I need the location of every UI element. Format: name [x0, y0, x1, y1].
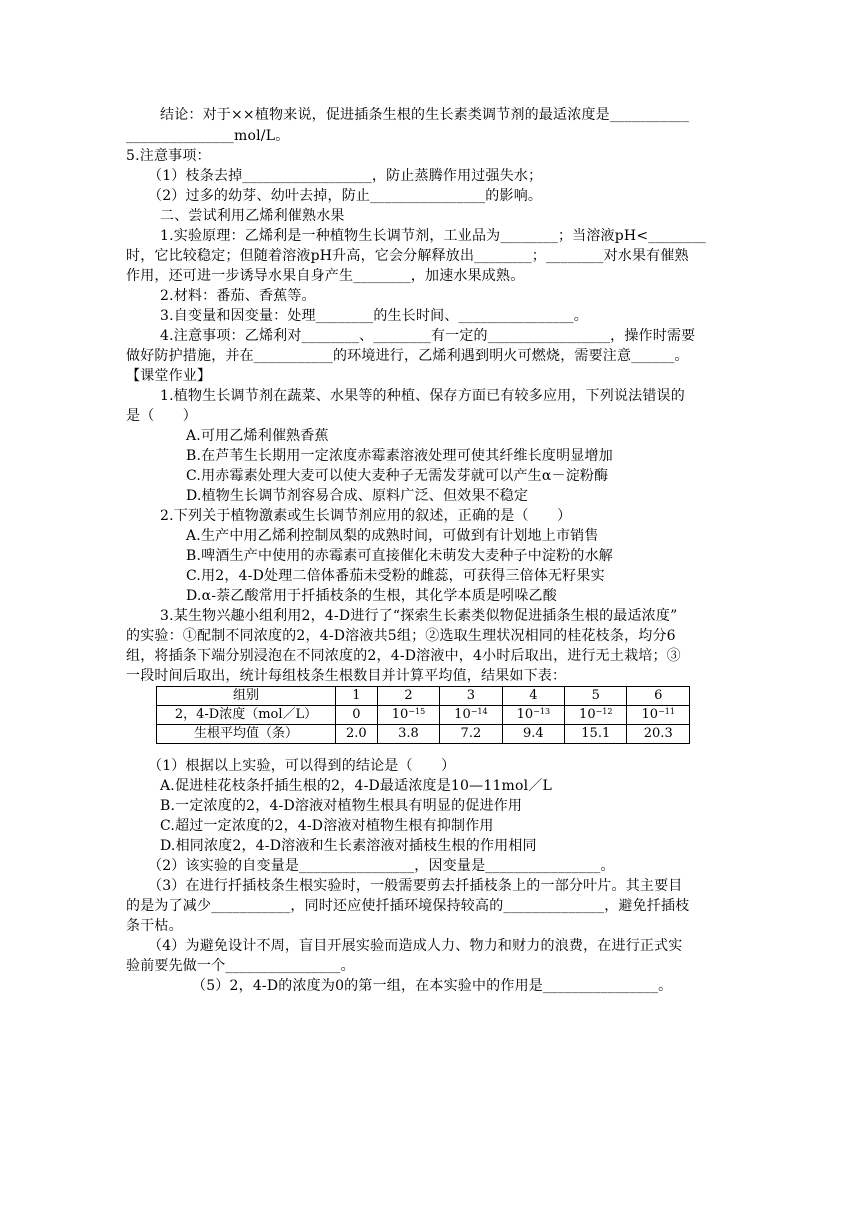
- paragraph-line: 作用，还可进一步诱导水果自身产生________，加速水果成熟。: [126, 268, 525, 284]
- option: A.生产中用乙烯利控制凤梨的成熟时间，可做到有计划地上市销售: [186, 528, 599, 544]
- table-header-cell: 1: [336, 687, 378, 706]
- conc-exponent: −12: [595, 707, 613, 716]
- conc-base: 10: [454, 707, 471, 722]
- sub-question: 条干枯。: [126, 918, 183, 934]
- section-heading: 5.注意事项：: [126, 148, 211, 164]
- table-cell: 15.1: [565, 725, 627, 744]
- table-cell: [627, 706, 690, 725]
- table-cell: 2.0: [336, 725, 378, 744]
- sub-question: （1）根据以上实验，可以得到的结论是（ ）: [148, 758, 456, 774]
- option: C.用2，4-D处理二倍体番茄未受粉的雌蕊，可获得三倍体无籽果实: [186, 568, 605, 584]
- table-cell: 0: [336, 706, 378, 725]
- table-cell: 20.3: [627, 725, 690, 744]
- table-cell: [440, 706, 502, 725]
- table-row: [157, 706, 690, 725]
- conc-base: 10: [516, 707, 534, 722]
- option: B.在芦苇生长期用一定浓度赤霉素溶液处理可使其纤维长度明显增加: [186, 448, 613, 464]
- note-item: （2）过多的幼芽、幼叶去掉，防止________________的影响。: [148, 188, 543, 204]
- table-row: [157, 687, 690, 706]
- option: A.促进桂花枝条扦插生根的2，4-D最适浓度是10—11mol／L: [160, 778, 553, 794]
- paragraph-line: 1.实验原理：乙烯利是一种植物生长调节剂，工业品为________；当溶液pH<________: [160, 228, 706, 244]
- option: D.α-萘乙酸常用于扦插枝条的生根，其化学本质是吲哚乙酸: [186, 588, 557, 604]
- sub-question: （5）2，4-D的浓度为0的第一组，在本实验中的作用是________________。: [192, 978, 673, 994]
- question-stem: 1.植物生长调节剂在蔬菜、水果等的种植、保存方面已有较多应用，下列说法错误的: [160, 388, 685, 404]
- table-cell: [565, 706, 627, 725]
- table-cell: 3.8: [377, 725, 439, 744]
- conc-exponent: −11: [658, 707, 675, 716]
- paragraph-line: 做好防护措施，并在___________的环境进行，乙烯利遇到明火可燃烧，需要注意______。: [126, 348, 689, 364]
- results-table: [156, 686, 690, 744]
- question-stem: 是（ ）: [126, 408, 197, 424]
- question-stem: 组，将插条下端分别浸泡在不同浓度的2，4-D溶液中，4小时后取出，进行无土栽培；③: [126, 648, 681, 664]
- section-heading: 二、尝试利用乙烯利催熟水果: [160, 208, 345, 224]
- conc-base: 10: [641, 707, 659, 722]
- option: D.植物生长调节剂容易合成、原料广泛、但效果不稳定: [186, 488, 529, 504]
- sub-question: （2）该实验的自变量是________________，因变量是________________。: [148, 858, 615, 874]
- option: C.超过一定浓度的2，4-D溶液对植物生根有抑制作用: [160, 818, 494, 834]
- conclusion-line-cont: _______________mol/L。: [126, 128, 290, 144]
- table-header-cell: 3: [440, 687, 502, 706]
- paragraph-line: 3.自变量和因变量：处理________的生长时间、________________。: [160, 308, 588, 324]
- note-item: （1）枝条去掉__________________，防止蒸腾作用过强失水；: [148, 168, 543, 184]
- question-stem: 一段时间后取出，统计每组枝条生根数目并计算平均值，结果如下表：: [126, 668, 567, 684]
- sub-question: 的是为了减少___________，同时还应使扦插环境保持较高的______________，避免扦插枝: [126, 898, 690, 914]
- option: B.一定浓度的2，4-D溶液对植物生根具有明显的促进作用: [160, 798, 523, 814]
- conc-exponent: −15: [408, 707, 426, 716]
- table-header-cell: 组别: [157, 687, 336, 706]
- question-stem: 的实验：①配制不同浓度的2，4-D溶液共5组；②选取生理状况相同的桂花枝条，均分6: [126, 628, 676, 644]
- paragraph-line: 时，它比较稳定；但随着溶液pH升高，它会分解释放出________；________对水果有催熟: [126, 248, 689, 264]
- table-header-cell: 2: [377, 687, 439, 706]
- paragraph-line: 2.材料：番茄、香蕉等。: [160, 288, 316, 304]
- paragraph-line: 4.注意事项：乙烯利对________、________有一定的_________________，操作时需要: [160, 328, 696, 344]
- sub-question: （4）为避免设计不周，盲目开展实验而造成人力、物力和财力的浪费，在进行正式实: [148, 938, 683, 954]
- table-header-cell: 6: [627, 687, 690, 706]
- option: D.相同浓度2，4-D溶液和生长素溶液对插枝生根的作用相同: [160, 838, 537, 854]
- table-cell: [377, 706, 439, 725]
- option: C.用赤霉素处理大麦可以使大麦种子无需发芽就可以产生α－淀粉酶: [186, 468, 609, 484]
- conc-exponent: −13: [533, 707, 551, 716]
- conc-base: 10: [391, 707, 409, 722]
- question-stem: 3.某生物兴趣小组利用2，4-D进行了“探索生长素类似物促进插条生根的最适浓度”: [160, 608, 678, 624]
- table-cell: [502, 706, 564, 725]
- option: B.啤酒生产中使用的赤霉素可直接催化未萌发大麦种子中淀粉的水解: [186, 548, 613, 564]
- option: A.可用乙烯利催熟香蕉: [186, 428, 329, 444]
- table-row-label: 2，4-D浓度（mol／L）: [157, 706, 336, 725]
- table-header-cell: 4: [502, 687, 564, 706]
- table-cell: 7.2: [440, 725, 502, 744]
- conc-base: 10: [579, 707, 596, 722]
- section-heading: 【课堂作业】: [126, 368, 212, 384]
- conc-exponent: −14: [470, 707, 488, 716]
- question-stem: 2.下列关于植物激素或生长调节剂应用的叙述，正确的是（ ）: [160, 508, 572, 524]
- table-header-cell: 5: [565, 687, 627, 706]
- table-cell: 9.4: [502, 725, 564, 744]
- table-row: [157, 725, 690, 744]
- conclusion-line: 结论：对于××植物来说，促进插条生根的生长素类调节剂的最适浓度是___________: [160, 107, 690, 123]
- sub-question: （3）在进行扦插枝条生根实验时，一般需要剪去扦插枝条上的一部分叶片。其主要目: [148, 878, 683, 894]
- table-row-label: 生根平均值（条）: [157, 725, 336, 744]
- sub-question: 验前要先做一个________________。: [126, 958, 355, 974]
